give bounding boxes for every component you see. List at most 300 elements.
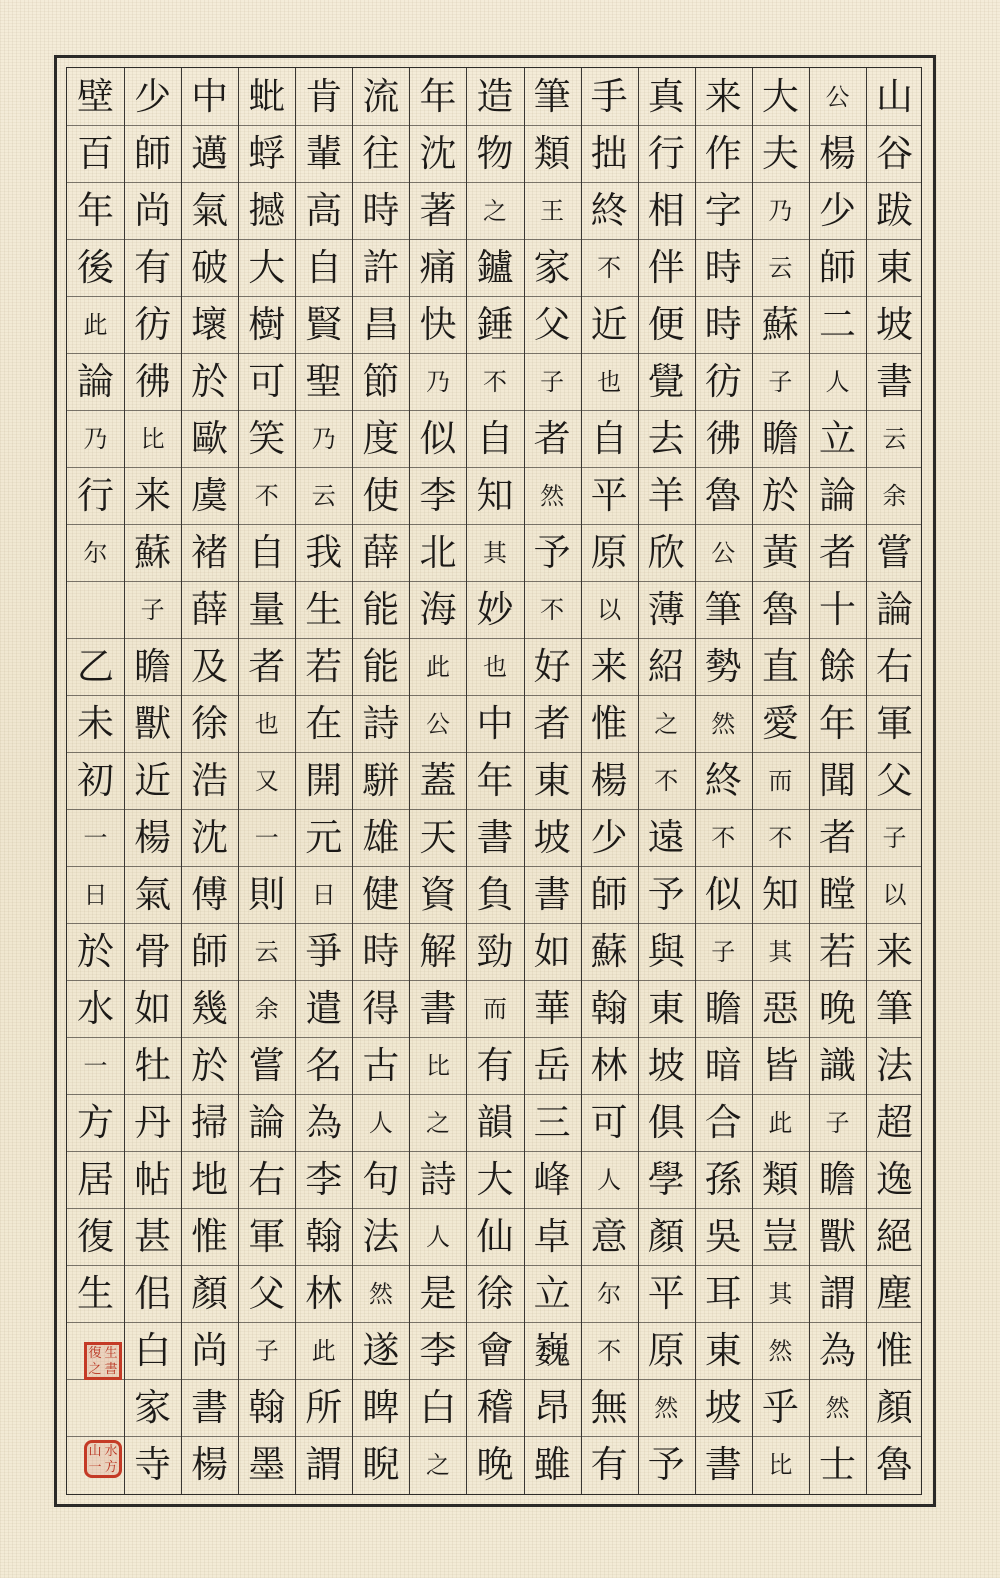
character-cell: 資 bbox=[419, 873, 457, 916]
character-cell: 自 bbox=[476, 417, 514, 460]
character-cell: 妙 bbox=[476, 588, 514, 631]
character-cell: 日 bbox=[83, 880, 108, 909]
character-cell: 也 bbox=[483, 652, 508, 681]
character-cell: 師 bbox=[134, 132, 172, 175]
character-cell: 白 bbox=[419, 1386, 457, 1429]
character-cell: 不 bbox=[483, 367, 508, 396]
character-cell: 為 bbox=[305, 1101, 343, 1144]
character-cell: 嘗 bbox=[248, 1044, 286, 1087]
character-cell: 楊 bbox=[818, 132, 856, 175]
character-cell: 東 bbox=[876, 246, 913, 289]
character-cell: 其 bbox=[768, 1279, 793, 1308]
character-cell: 有 bbox=[134, 246, 172, 289]
character-cell: 林 bbox=[305, 1272, 343, 1315]
character-cell: 地 bbox=[191, 1158, 229, 1201]
character-cell: 瞻 bbox=[818, 1158, 856, 1201]
text-column bbox=[695, 68, 752, 1493]
character-cell: 自 bbox=[305, 246, 343, 289]
character-cell: 公 bbox=[425, 709, 450, 738]
character-cell: 子 bbox=[254, 1336, 279, 1365]
character-cell: 公 bbox=[711, 538, 736, 567]
character-cell: 壞 bbox=[191, 303, 229, 346]
character-cell: 師 bbox=[818, 246, 856, 289]
character-cell: 名 bbox=[305, 1044, 343, 1087]
character-cell: 覺 bbox=[647, 360, 685, 403]
character-cell: 獸 bbox=[818, 1215, 856, 1258]
character-cell: 此 bbox=[768, 1108, 793, 1137]
character-cell: 百 bbox=[77, 132, 115, 175]
character-cell: 仙 bbox=[476, 1215, 514, 1258]
character-cell: 蓋 bbox=[419, 759, 457, 802]
character-cell: 李 bbox=[419, 1329, 457, 1372]
character-cell: 家 bbox=[134, 1386, 172, 1429]
character-cell: 若 bbox=[818, 930, 856, 973]
character-cell: 魯 bbox=[704, 474, 742, 517]
character-cell: 有 bbox=[476, 1044, 514, 1087]
character-cell: 比 bbox=[425, 1051, 450, 1080]
character-cell: 其 bbox=[768, 937, 793, 966]
character-cell: 中 bbox=[191, 75, 229, 118]
character-cell: 法 bbox=[876, 1044, 913, 1087]
character-cell: 以 bbox=[597, 595, 622, 624]
character-cell: 骨 bbox=[134, 930, 172, 973]
character-cell: 三 bbox=[533, 1101, 571, 1144]
text-column bbox=[638, 68, 695, 1493]
character-cell: 此 bbox=[311, 1336, 336, 1365]
character-cell: 韻 bbox=[476, 1101, 514, 1144]
character-cell: 賢 bbox=[305, 303, 343, 346]
character-cell: 書 bbox=[704, 1443, 742, 1486]
character-cell: 瞻 bbox=[134, 645, 172, 688]
character-cell: 類 bbox=[533, 132, 571, 175]
character-cell: 便 bbox=[647, 303, 685, 346]
character-cell: 氣 bbox=[134, 873, 172, 916]
character-cell: 去 bbox=[647, 417, 685, 460]
character-cell: 真 bbox=[647, 75, 685, 118]
character-cell: 於 bbox=[761, 474, 799, 517]
character-cell: 之 bbox=[483, 196, 508, 225]
character-cell: 沈 bbox=[191, 816, 229, 859]
character-cell: 之 bbox=[654, 709, 679, 738]
character-cell: 尔 bbox=[597, 1279, 622, 1308]
seal-character: 生 bbox=[104, 1345, 118, 1361]
character-cell: 少 bbox=[818, 189, 856, 232]
manuscript-grid bbox=[66, 67, 922, 1495]
character-cell: 稽 bbox=[476, 1386, 514, 1429]
character-cell: 者 bbox=[818, 531, 856, 574]
character-cell: 伴 bbox=[647, 246, 685, 289]
character-cell: 林 bbox=[590, 1044, 628, 1087]
character-cell: 者 bbox=[533, 702, 571, 745]
character-cell: 無 bbox=[590, 1386, 628, 1429]
character-cell: 時 bbox=[362, 930, 400, 973]
character-cell: 獸 bbox=[134, 702, 172, 745]
character-cell: 子 bbox=[140, 595, 165, 624]
character-cell: 直 bbox=[761, 645, 799, 688]
character-cell: 可 bbox=[590, 1101, 628, 1144]
text-column bbox=[581, 68, 638, 1493]
character-cell: 云 bbox=[882, 424, 907, 453]
character-cell: 瞻 bbox=[761, 417, 799, 460]
character-cell: 不 bbox=[768, 823, 793, 852]
character-cell: 山 bbox=[876, 75, 913, 118]
character-cell: 彿 bbox=[704, 417, 742, 460]
character-cell: 若 bbox=[305, 645, 343, 688]
character-cell: 東 bbox=[533, 759, 571, 802]
character-cell: 自 bbox=[248, 531, 286, 574]
character-cell: 物 bbox=[476, 132, 514, 175]
character-cell: 魯 bbox=[761, 588, 799, 631]
character-cell: 使 bbox=[362, 474, 400, 517]
character-cell: 邁 bbox=[191, 132, 229, 175]
character-cell: 年 bbox=[476, 759, 514, 802]
character-cell: 楊 bbox=[134, 816, 172, 859]
seal-character: 水 bbox=[104, 1443, 118, 1459]
character-cell: 大 bbox=[248, 246, 286, 289]
seal-character: 一 bbox=[88, 1459, 102, 1475]
character-cell: 後 bbox=[77, 246, 115, 289]
character-cell: 蘇 bbox=[761, 303, 799, 346]
character-cell: 跋 bbox=[876, 189, 913, 232]
character-cell: 立 bbox=[818, 417, 856, 460]
character-cell: 絕 bbox=[876, 1215, 913, 1258]
character-cell: 我 bbox=[305, 531, 343, 574]
character-cell: 所 bbox=[305, 1386, 343, 1429]
character-cell: 筆 bbox=[704, 588, 742, 631]
character-cell: 知 bbox=[761, 873, 799, 916]
character-cell: 父 bbox=[248, 1272, 286, 1315]
character-cell: 彿 bbox=[134, 360, 172, 403]
text-column bbox=[866, 68, 923, 1493]
character-cell: 書 bbox=[191, 1386, 229, 1429]
character-cell: 蘇 bbox=[590, 930, 628, 973]
character-cell: 云 bbox=[311, 481, 336, 510]
character-cell: 東 bbox=[704, 1329, 742, 1372]
character-cell: 塵 bbox=[876, 1272, 913, 1315]
character-cell: 聖 bbox=[305, 360, 343, 403]
character-cell: 子 bbox=[540, 367, 565, 396]
character-cell: 此 bbox=[425, 652, 450, 681]
character-cell: 俱 bbox=[647, 1101, 685, 1144]
character-cell: 手 bbox=[590, 75, 628, 118]
character-cell: 牡 bbox=[134, 1044, 172, 1087]
character-cell: 余 bbox=[882, 481, 907, 510]
character-cell: 嘗 bbox=[876, 531, 913, 574]
character-cell: 意 bbox=[590, 1215, 628, 1258]
character-cell: 也 bbox=[597, 367, 622, 396]
character-cell: 笑 bbox=[248, 417, 286, 460]
character-cell: 似 bbox=[704, 873, 742, 916]
character-cell: 筆 bbox=[533, 75, 571, 118]
character-cell: 薛 bbox=[191, 588, 229, 631]
character-cell: 乙 bbox=[77, 645, 115, 688]
character-cell: 云 bbox=[254, 937, 279, 966]
character-cell: 也 bbox=[254, 709, 279, 738]
character-cell: 鑪 bbox=[476, 246, 514, 289]
seal-character: 方 bbox=[104, 1459, 118, 1475]
character-cell: 来 bbox=[704, 75, 742, 118]
character-cell: 一 bbox=[254, 823, 279, 852]
character-cell: 平 bbox=[647, 1272, 685, 1315]
character-cell: 輩 bbox=[305, 132, 343, 175]
character-cell: 顏 bbox=[647, 1215, 685, 1258]
character-cell: 軍 bbox=[248, 1215, 286, 1258]
character-cell: 能 bbox=[362, 645, 400, 688]
character-cell: 掃 bbox=[191, 1101, 229, 1144]
character-cell: 拙 bbox=[590, 132, 628, 175]
character-cell: 来 bbox=[134, 474, 172, 517]
character-cell: 及 bbox=[191, 645, 229, 688]
character-cell: 士 bbox=[818, 1443, 856, 1486]
character-cell: 論 bbox=[818, 474, 856, 517]
character-cell: 破 bbox=[191, 246, 229, 289]
character-cell: 餘 bbox=[818, 645, 856, 688]
character-cell: 薄 bbox=[647, 588, 685, 631]
character-cell: 然 bbox=[768, 1336, 793, 1365]
text-column bbox=[752, 68, 809, 1493]
character-cell: 遣 bbox=[305, 987, 343, 1030]
character-cell: 快 bbox=[419, 303, 457, 346]
character-cell: 不 bbox=[597, 253, 622, 282]
character-cell: 彷 bbox=[704, 360, 742, 403]
character-cell: 惟 bbox=[590, 702, 628, 745]
character-cell: 謂 bbox=[305, 1443, 343, 1486]
character-cell: 此 bbox=[83, 310, 108, 339]
character-cell: 於 bbox=[191, 360, 229, 403]
character-cell: 近 bbox=[590, 303, 628, 346]
character-cell: 則 bbox=[248, 873, 286, 916]
character-cell: 坡 bbox=[533, 816, 571, 859]
text-column bbox=[409, 68, 466, 1493]
character-cell: 原 bbox=[647, 1329, 685, 1372]
character-cell: 然 bbox=[654, 1393, 679, 1422]
character-cell: 蘇 bbox=[134, 531, 172, 574]
character-cell: 似 bbox=[419, 417, 457, 460]
character-cell: 終 bbox=[704, 759, 742, 802]
character-cell: 量 bbox=[248, 588, 286, 631]
character-cell: 合 bbox=[704, 1101, 742, 1144]
character-cell: 度 bbox=[362, 417, 400, 460]
character-cell: 會 bbox=[476, 1329, 514, 1372]
character-cell: 一 bbox=[83, 823, 108, 852]
character-cell: 著 bbox=[419, 189, 457, 232]
character-cell: 惡 bbox=[761, 987, 799, 1030]
character-cell: 軍 bbox=[876, 702, 913, 745]
character-cell: 晚 bbox=[476, 1443, 514, 1486]
text-column bbox=[67, 68, 124, 1493]
character-cell: 帖 bbox=[134, 1158, 172, 1201]
character-cell: 聞 bbox=[818, 759, 856, 802]
character-cell: 右 bbox=[876, 645, 913, 688]
character-cell: 書 bbox=[419, 987, 457, 1030]
character-cell: 云 bbox=[768, 253, 793, 282]
character-cell: 書 bbox=[533, 873, 571, 916]
character-cell: 大 bbox=[476, 1158, 514, 1201]
character-cell: 徐 bbox=[191, 702, 229, 745]
character-cell: 子 bbox=[825, 1108, 850, 1137]
character-cell: 孫 bbox=[704, 1158, 742, 1201]
character-cell: 勁 bbox=[476, 930, 514, 973]
character-cell: 原 bbox=[590, 531, 628, 574]
character-cell: 於 bbox=[191, 1044, 229, 1087]
character-cell: 人 bbox=[597, 1165, 622, 1194]
text-column bbox=[181, 68, 238, 1493]
character-cell: 錘 bbox=[476, 303, 514, 346]
character-cell: 一 bbox=[83, 1051, 108, 1080]
seal-character: 書 bbox=[104, 1361, 118, 1377]
character-cell: 為 bbox=[818, 1329, 856, 1372]
character-cell: 巍 bbox=[533, 1329, 571, 1372]
character-cell: 詩 bbox=[362, 702, 400, 745]
character-cell: 之 bbox=[425, 1450, 450, 1479]
character-cell: 氣 bbox=[191, 189, 229, 232]
character-cell: 方 bbox=[77, 1101, 115, 1144]
character-cell: 時 bbox=[704, 303, 742, 346]
character-cell: 予 bbox=[647, 1443, 685, 1486]
character-cell: 彷 bbox=[134, 303, 172, 346]
character-cell: 惟 bbox=[191, 1215, 229, 1258]
character-cell: 魯 bbox=[876, 1443, 913, 1486]
character-cell: 逸 bbox=[876, 1158, 913, 1201]
character-cell: 年 bbox=[77, 189, 115, 232]
character-cell: 謂 bbox=[818, 1272, 856, 1315]
character-cell: 乃 bbox=[425, 367, 450, 396]
character-cell: 不 bbox=[254, 481, 279, 510]
character-cell: 墨 bbox=[248, 1443, 286, 1486]
character-cell: 惟 bbox=[876, 1329, 913, 1372]
character-cell: 開 bbox=[305, 759, 343, 802]
character-cell: 海 bbox=[419, 588, 457, 631]
character-cell: 来 bbox=[590, 645, 628, 688]
character-cell: 蜉 bbox=[248, 132, 286, 175]
character-cell: 楊 bbox=[191, 1443, 229, 1486]
character-cell: 乎 bbox=[761, 1386, 799, 1429]
character-cell: 尔 bbox=[83, 538, 108, 567]
character-cell: 然 bbox=[368, 1279, 393, 1308]
character-cell: 者 bbox=[818, 816, 856, 859]
character-cell: 耳 bbox=[704, 1272, 742, 1315]
character-cell: 紹 bbox=[647, 645, 685, 688]
character-cell: 皆 bbox=[761, 1044, 799, 1087]
character-cell: 公 bbox=[825, 82, 850, 111]
character-cell: 虞 bbox=[191, 474, 229, 517]
character-cell: 遠 bbox=[647, 816, 685, 859]
character-cell: 近 bbox=[134, 759, 172, 802]
character-cell: 書 bbox=[876, 360, 913, 403]
character-cell: 坡 bbox=[876, 303, 913, 346]
character-cell: 知 bbox=[476, 474, 514, 517]
text-column bbox=[466, 68, 523, 1493]
character-cell: 二 bbox=[818, 303, 856, 346]
character-cell: 豈 bbox=[761, 1215, 799, 1258]
character-cell: 復 bbox=[77, 1215, 115, 1258]
character-cell: 又 bbox=[254, 766, 279, 795]
character-cell: 未 bbox=[77, 702, 115, 745]
character-cell: 坡 bbox=[647, 1044, 685, 1087]
character-cell: 詩 bbox=[419, 1158, 457, 1201]
character-cell: 乃 bbox=[768, 196, 793, 225]
character-cell: 尚 bbox=[191, 1329, 229, 1372]
character-cell: 褚 bbox=[191, 531, 229, 574]
character-cell: 生 bbox=[305, 588, 343, 631]
character-cell: 愛 bbox=[761, 702, 799, 745]
character-cell: 顏 bbox=[191, 1272, 229, 1315]
character-cell: 比 bbox=[768, 1450, 793, 1479]
character-cell: 如 bbox=[134, 987, 172, 1030]
text-column bbox=[352, 68, 409, 1493]
character-cell: 有 bbox=[590, 1443, 628, 1486]
text-column bbox=[238, 68, 295, 1493]
character-cell: 古 bbox=[362, 1044, 400, 1087]
character-cell: 人 bbox=[825, 367, 850, 396]
character-cell: 初 bbox=[77, 759, 115, 802]
character-cell: 大 bbox=[761, 75, 799, 118]
character-cell: 予 bbox=[647, 873, 685, 916]
character-cell: 健 bbox=[362, 873, 400, 916]
character-cell: 右 bbox=[248, 1158, 286, 1201]
character-cell: 父 bbox=[533, 303, 571, 346]
character-cell: 幾 bbox=[191, 987, 229, 1030]
character-cell: 寺 bbox=[134, 1443, 172, 1486]
character-cell: 白 bbox=[134, 1329, 172, 1372]
character-cell: 作 bbox=[704, 132, 742, 175]
character-cell: 傅 bbox=[191, 873, 229, 916]
character-cell: 睨 bbox=[362, 1443, 400, 1486]
character-cell: 好 bbox=[533, 645, 571, 688]
character-cell: 元 bbox=[305, 816, 343, 859]
character-cell: 自 bbox=[590, 417, 628, 460]
character-cell: 子 bbox=[768, 367, 793, 396]
seal-character: 之 bbox=[88, 1361, 102, 1377]
character-cell: 李 bbox=[419, 474, 457, 517]
character-cell: 於 bbox=[77, 930, 115, 973]
character-cell: 子 bbox=[882, 823, 907, 852]
character-cell: 時 bbox=[362, 189, 400, 232]
character-cell: 學 bbox=[647, 1158, 685, 1201]
character-cell: 如 bbox=[533, 930, 571, 973]
character-cell: 識 bbox=[818, 1044, 856, 1087]
character-cell: 撼 bbox=[248, 189, 286, 232]
character-cell: 歐 bbox=[191, 417, 229, 460]
character-cell: 其 bbox=[483, 538, 508, 567]
character-cell: 超 bbox=[876, 1101, 913, 1144]
character-cell: 之 bbox=[425, 1108, 450, 1137]
text-column bbox=[295, 68, 352, 1493]
character-cell: 筆 bbox=[876, 987, 913, 1030]
character-cell: 吳 bbox=[704, 1215, 742, 1258]
character-cell: 余 bbox=[254, 994, 279, 1023]
character-cell: 人 bbox=[368, 1108, 393, 1137]
character-cell: 天 bbox=[419, 816, 457, 859]
character-cell: 師 bbox=[590, 873, 628, 916]
character-cell: 不 bbox=[654, 766, 679, 795]
character-cell: 中 bbox=[476, 702, 514, 745]
character-cell: 得 bbox=[362, 987, 400, 1030]
character-cell: 黃 bbox=[761, 531, 799, 574]
character-cell: 爭 bbox=[305, 930, 343, 973]
character-cell: 峰 bbox=[533, 1158, 571, 1201]
character-cell: 雖 bbox=[533, 1443, 571, 1486]
character-cell: 樹 bbox=[248, 303, 286, 346]
character-cell: 者 bbox=[533, 417, 571, 460]
character-cell: 父 bbox=[876, 759, 913, 802]
character-cell: 雄 bbox=[362, 816, 400, 859]
character-cell: 相 bbox=[647, 189, 685, 232]
character-cell: 王 bbox=[540, 196, 565, 225]
character-cell: 時 bbox=[704, 246, 742, 289]
character-cell: 論 bbox=[77, 360, 115, 403]
character-cell: 乃 bbox=[311, 424, 336, 453]
